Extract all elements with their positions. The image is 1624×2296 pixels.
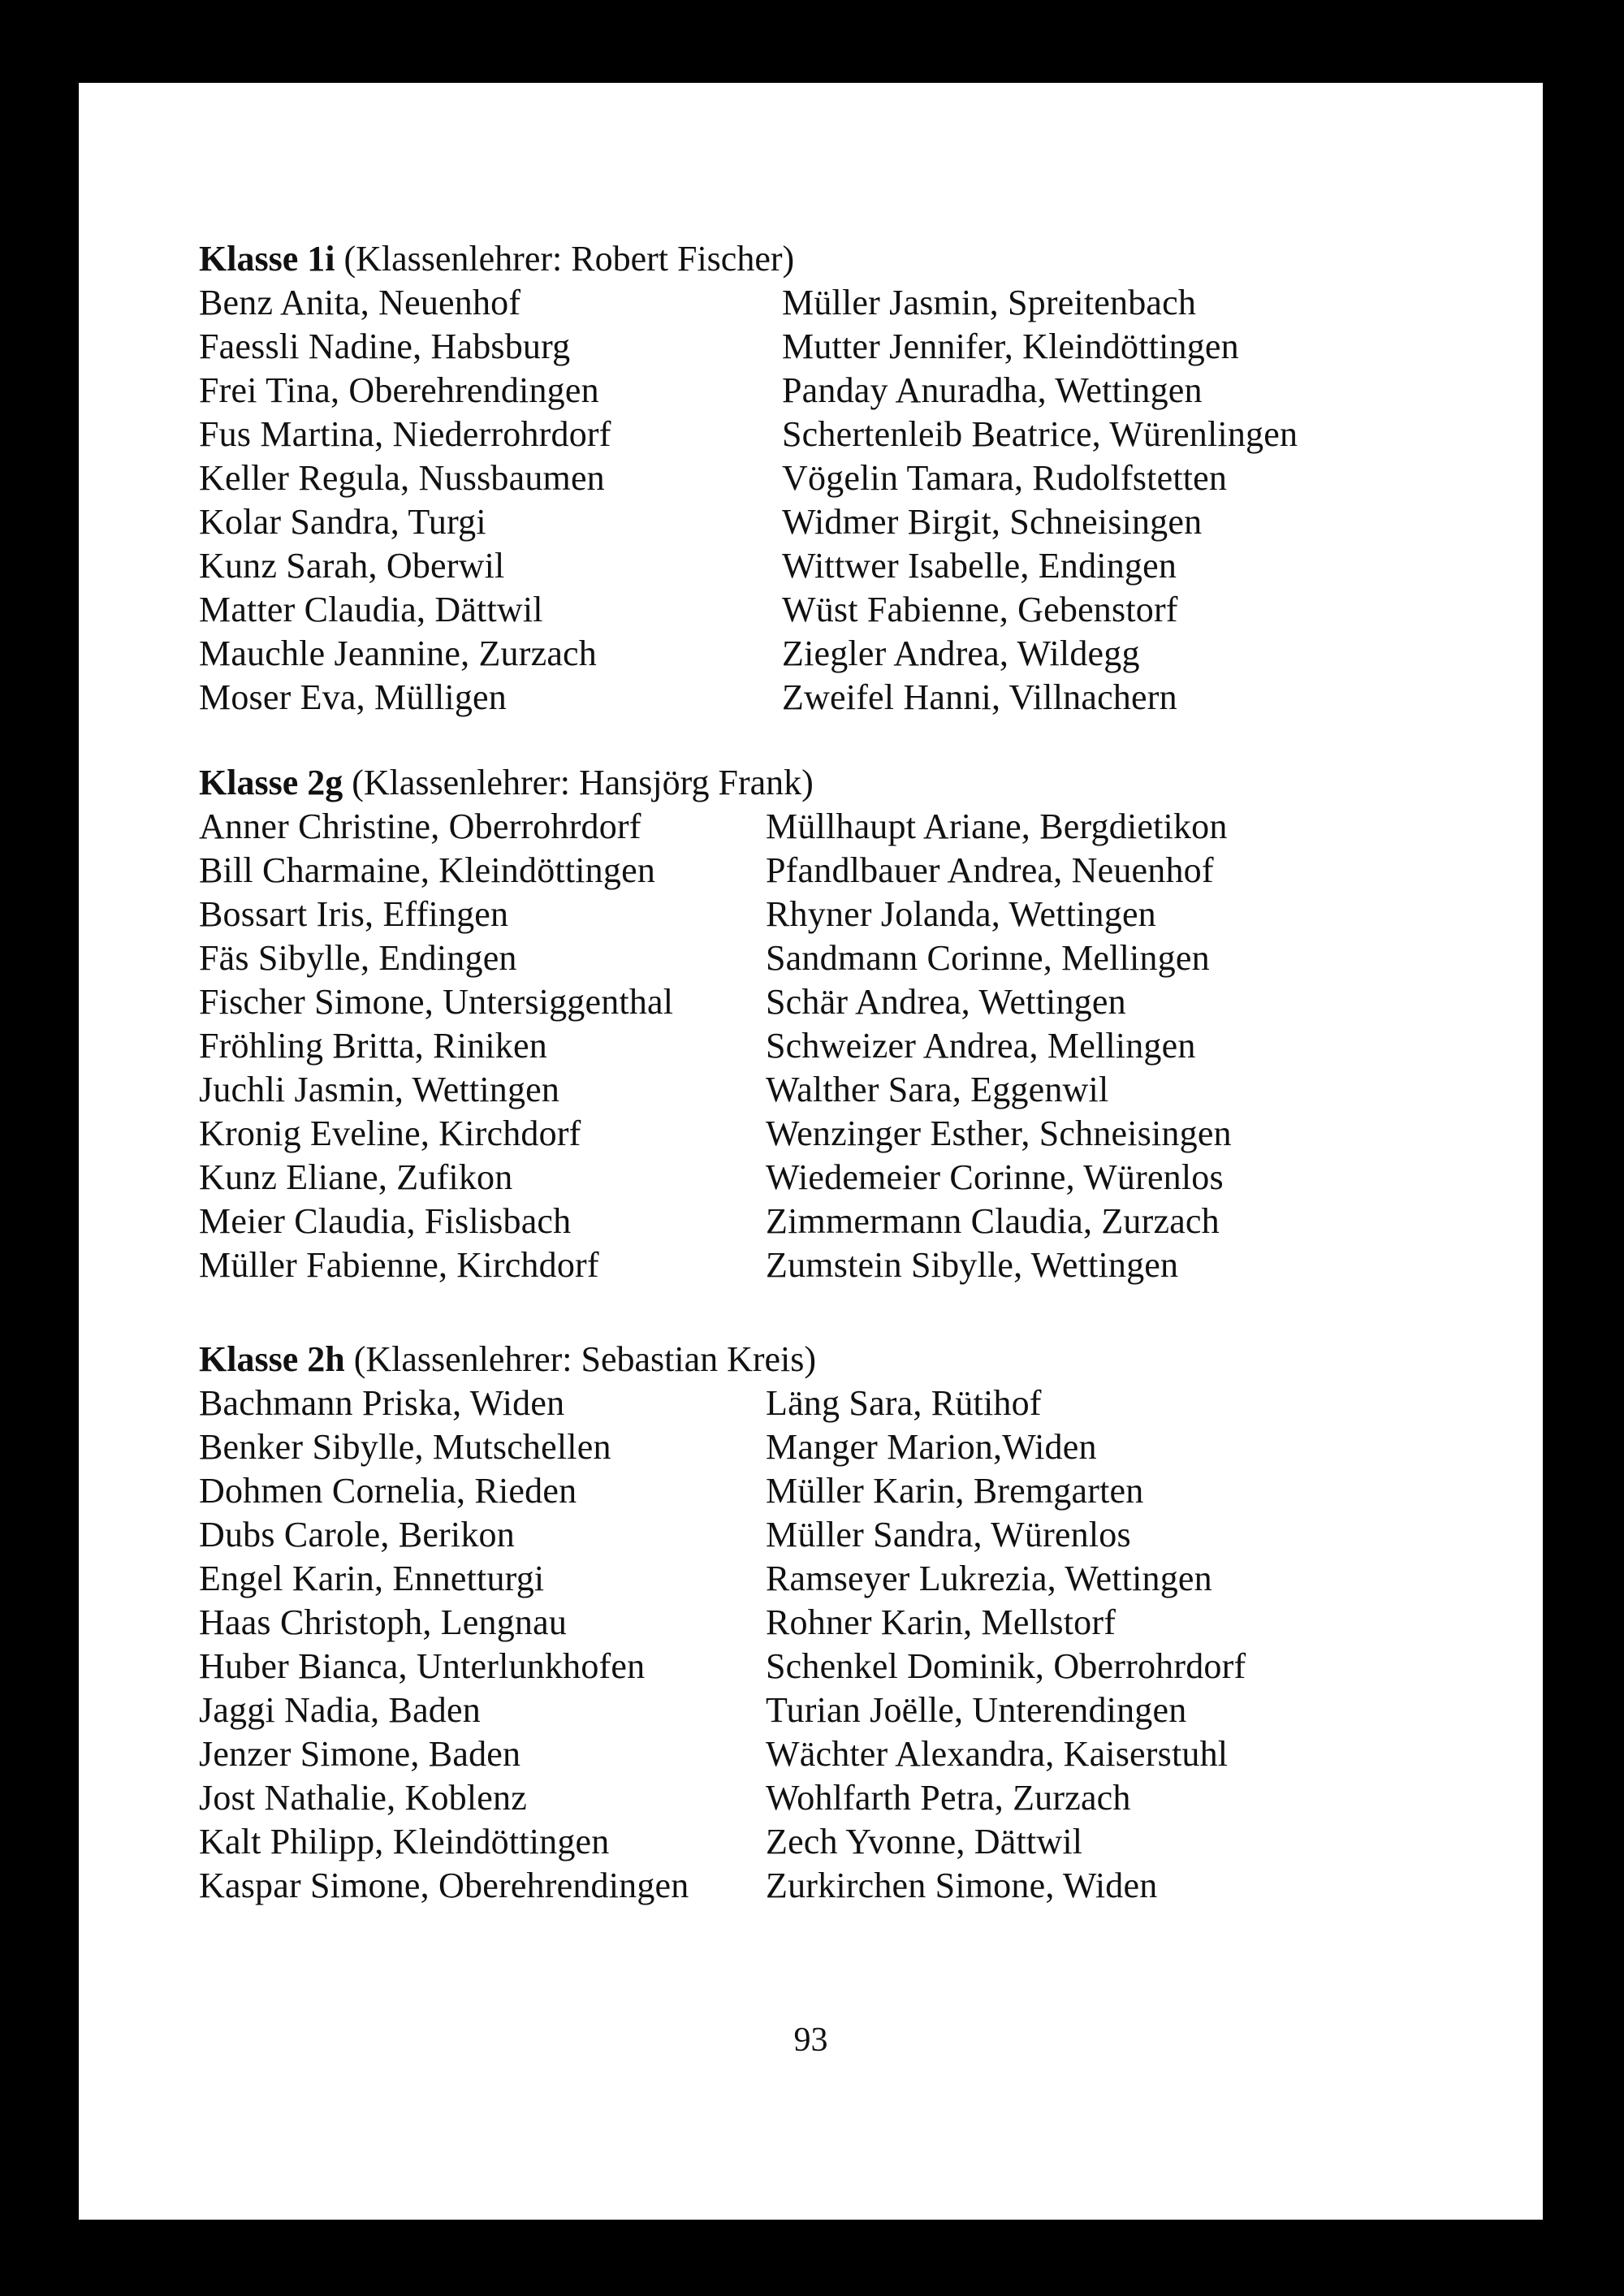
student-entry: Wüst Fabienne, Gebenstorf [782,590,1178,629]
student-entry: Rhyner Jolanda, Wettingen [766,894,1156,934]
student-column-right [766,805,1232,1287]
student-entry: Kalt Philipp, Kleindöttingen [199,1822,610,1861]
student-entry: Fus Martina, Niederrohrdorf [199,414,611,454]
student-entry: Jenzer Simone, Baden [199,1734,521,1774]
student-entry: Matter Claudia, Dättwil [199,590,543,629]
section-heading [199,237,1498,281]
student-entry: Ramseyer Lukrezia, Wettingen [766,1559,1212,1598]
student-entry: Dubs Carole, Berikon [199,1515,515,1554]
student-entry: Schenkel Dominik, Oberrohrdorf [766,1646,1246,1686]
document-page [79,83,1543,2220]
student-column-left [199,281,611,720]
student-entry: Huber Bianca, Unterlunkhofen [199,1646,646,1686]
student-entry: Haas Christoph, Lengnau [199,1602,568,1642]
student-entry: Müller Sandra, Würenlos [766,1515,1131,1554]
student-entry: Zimmermann Claudia, Zurzach [766,1201,1220,1241]
class-name: Klasse 2h [199,1339,345,1379]
student-entry: Jost Nathalie, Koblenz [199,1778,527,1818]
student-entry: Müller Jasmin, Spreitenbach [782,283,1197,322]
class-name: Klasse 2g [199,763,343,802]
student-entry: Müllhaupt Ariane, Bergdietikon [766,806,1228,846]
section-heading [199,761,1498,805]
student-entry: Mutter Jennifer, Kleindöttingen [782,326,1239,366]
student-entry: Müller Karin, Bremgarten [766,1471,1144,1511]
student-entry: Manger Marion,Widen [766,1427,1097,1467]
student-entry: Wenzinger Esther, Schneisingen [766,1113,1232,1153]
student-entry: Frei Tina, Oberehrendingen [199,370,599,410]
student-entry: Ziegler Andrea, Wildegg [782,633,1140,673]
student-entry: Pfandlbauer Andrea, Neuenhof [766,850,1214,890]
student-entry: Benker Sibylle, Mutschellen [199,1427,611,1467]
student-entry: Bossart Iris, Effingen [199,894,509,934]
student-entry: Zech Yvonne, Dättwil [766,1822,1083,1861]
student-entry: Dohmen Cornelia, Rieden [199,1471,577,1511]
student-entry: Kronig Eveline, Kirchdorf [199,1113,581,1153]
class-teacher: (Klassenlehrer: Hansjörg Frank) [352,763,814,802]
student-entry: Moser Eva, Mülligen [199,677,507,717]
student-entry: Vögelin Tamara, Rudolfstetten [782,458,1228,498]
student-entry: Keller Regula, Nussbaumen [199,458,605,498]
student-entry: Schertenleib Beatrice, Würenlingen [782,414,1298,454]
student-entry: Bill Charmaine, Kleindöttingen [199,850,656,890]
student-entry: Zweifel Hanni, Villnachern [782,677,1177,717]
student-entry: Bachmann Priska, Widen [199,1383,565,1423]
student-entry: Jaggi Nadia, Baden [199,1690,481,1730]
section-heading [199,1338,1498,1381]
student-entry: Kunz Eliane, Zufikon [199,1157,513,1197]
class-teacher: (Klassenlehrer: Sebastian Kreis) [353,1339,817,1379]
class-section-2h [199,1338,1498,1905]
student-column-right [782,281,1298,720]
student-entry: Turian Joëlle, Unterendingen [766,1690,1187,1730]
student-entry: Fröhling Britta, Riniken [199,1026,547,1066]
student-entry: Zumstein Sibylle, Wettingen [766,1245,1179,1285]
student-column-left [199,805,673,1287]
student-entry: Wiedemeier Corinne, Würenlos [766,1157,1224,1197]
student-entry: Müller Fabienne, Kirchdorf [199,1245,599,1285]
class-section-2g [199,761,1498,1285]
student-entry: Faessli Nadine, Habsburg [199,326,571,366]
class-section-1i [199,237,1498,717]
student-entry: Widmer Birgit, Schneisingen [782,502,1203,542]
student-entry: Panday Anuradha, Wettingen [782,370,1203,410]
student-entry: Juchli Jasmin, Wettingen [199,1070,560,1109]
student-column-left [199,1381,689,1908]
student-entry: Sandmann Corinne, Mellingen [766,938,1210,978]
student-entry: Fischer Simone, Untersiggenthal [199,982,674,1022]
student-entry: Mauchle Jeannine, Zurzach [199,633,597,673]
student-entry: Walther Sara, Eggenwil [766,1070,1109,1109]
page-number: 93 [793,2021,828,2059]
class-teacher: (Klassenlehrer: Robert Fischer) [343,239,795,279]
student-column-right [766,1381,1246,1908]
student-entry: Kunz Sarah, Oberwil [199,546,505,586]
student-entry: Läng Sara, Rütihof [766,1383,1042,1423]
class-name: Klasse 1i [199,239,335,279]
student-entry: Engel Karin, Ennetturgi [199,1559,545,1598]
student-entry: Meier Claudia, Fislisbach [199,1201,572,1241]
student-entry: Kaspar Simone, Oberehrendingen [199,1866,689,1905]
student-entry: Anner Christine, Oberrohrdorf [199,806,641,846]
student-entry: Kolar Sandra, Turgi [199,502,486,542]
student-entry: Benz Anita, Neuenhof [199,283,521,322]
student-entry: Rohner Karin, Mellstorf [766,1602,1116,1642]
student-entry: Wittwer Isabelle, Endingen [782,546,1177,586]
student-entry: Fäs Sibylle, Endingen [199,938,517,978]
student-entry: Wohlfarth Petra, Zurzach [766,1778,1131,1818]
student-entry: Schär Andrea, Wettingen [766,982,1126,1022]
student-entry: Wächter Alexandra, Kaiserstuhl [766,1734,1229,1774]
student-entry: Zurkirchen Simone, Widen [766,1866,1158,1905]
student-entry: Schweizer Andrea, Mellingen [766,1026,1196,1066]
